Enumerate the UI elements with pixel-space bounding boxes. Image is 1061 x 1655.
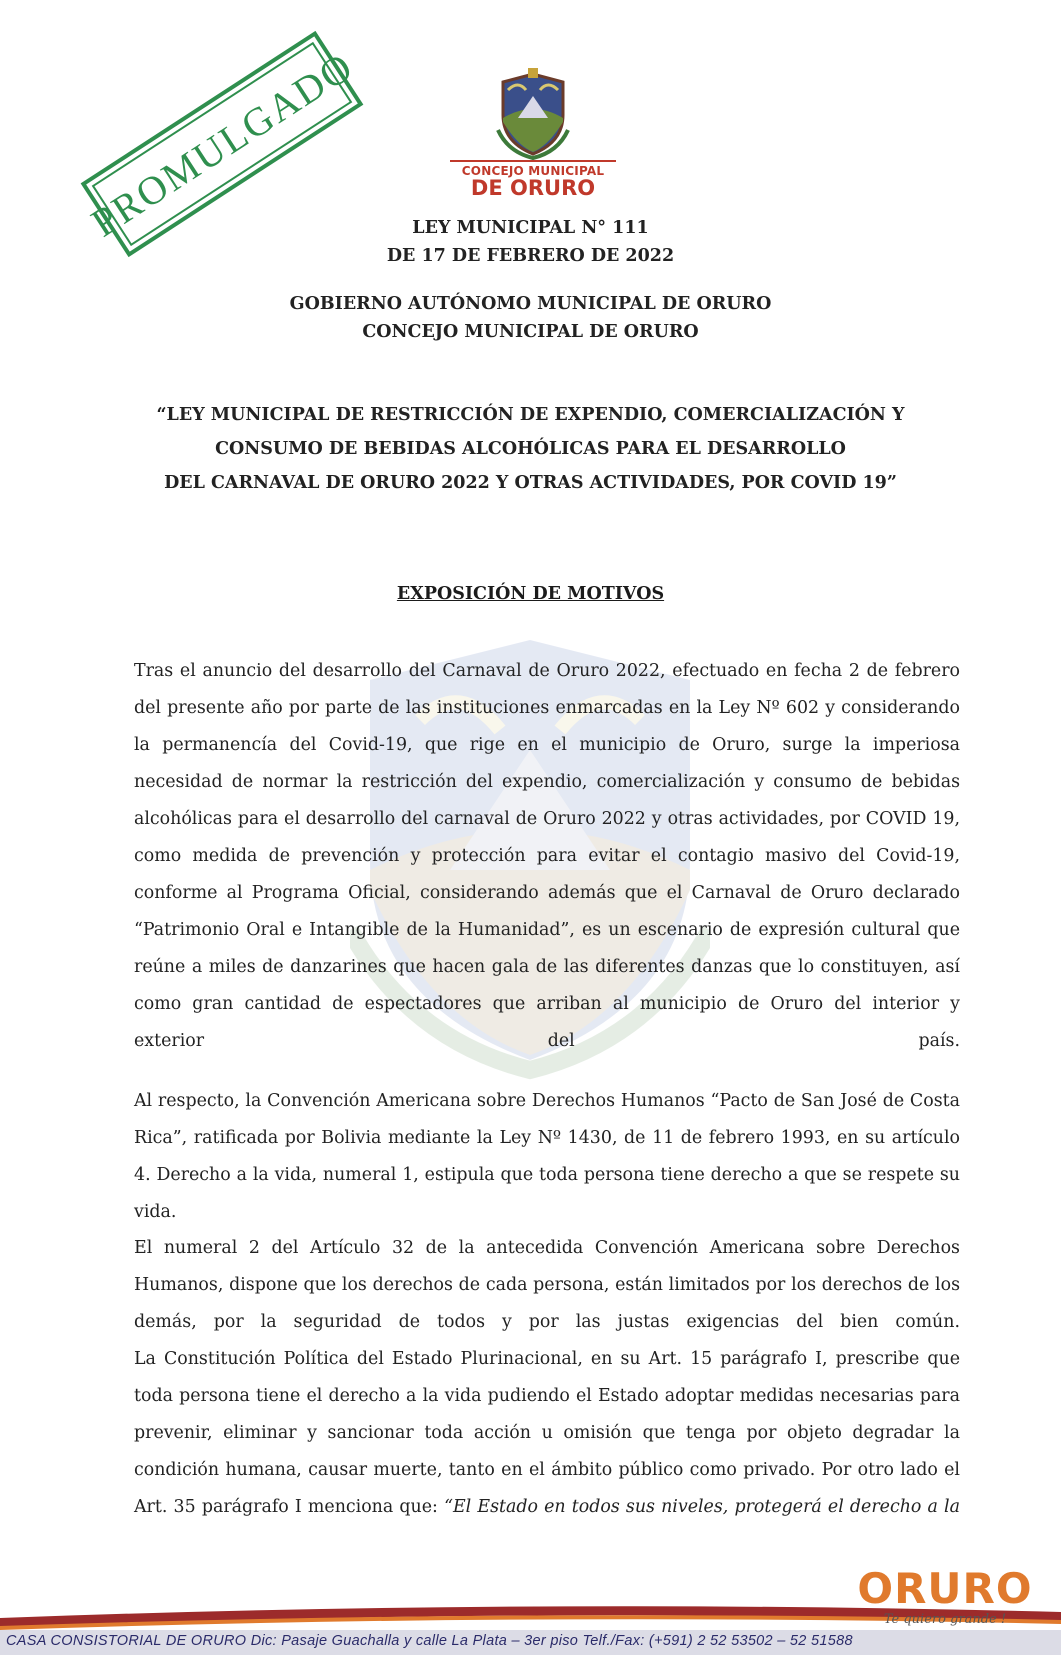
- paragraph-2: Al respecto, la Convención Americana sobre Derechos Humanos “Pacto de San José de Costa Rica”, ratificada por Bolivia mediante la Ley Nº 1430, de 11 de febrero 1993, en su artículo 4. Derecho a la vida, numeral 1, estipula que toda persona tiene derecho a que se respete su vida.: [134, 1091, 960, 1222]
- law-title-line-1: “LEY MUNICIPAL DE RESTRICCIÓN DE EXPENDIO, COMERCIALIZACIÓN Y: [156, 405, 905, 425]
- law-title-line-2: CONSUMO DE BEBIDAS ALCOHÓLICAS PARA EL DESARROLLO: [215, 439, 846, 459]
- law-date: DE 17 DE FEBRERO DE 2022: [386, 246, 675, 266]
- oruro-brand-logo: ORURO: [857, 1564, 1033, 1613]
- paragraph-3: El numeral 2 del Artículo 32 de la antecedida Convención Americana sobre Derechos Humanos, dispone que los derechos de cada persona, están limitados por los derechos de los demás, por la seguridad de todos y por las justas exigencias del bien común.: [134, 1238, 960, 1332]
- footer-address: CASA CONSISTORIAL DE ORURO Dic: Pasaje Guachalla y calle La Plata – 3er piso Telf./Fax: (+591) 2 52 53502 – 52 51588: [6, 1633, 853, 1649]
- law-number: LEY MUNICIPAL N° 111: [412, 218, 649, 238]
- law-title-line-3: DEL CARNAVAL DE ORURO 2022 Y OTRAS ACTIVIDADES, POR COVID 19”: [164, 473, 897, 493]
- law-title: [0, 398, 1061, 500]
- government-heading: [0, 290, 1061, 346]
- council-logo-line1: CONCEJO MUNICIPAL: [450, 160, 616, 177]
- oruro-brand-tagline: Te quiero grande !: [883, 1612, 1007, 1627]
- constitution-quote: “El Estado en todos sus niveles, protegerá el derecho a la: [444, 1497, 960, 1517]
- government-line-2: CONCEJO MUNICIPAL DE ORURO: [362, 322, 699, 342]
- council-logo-line2: DE ORURO: [470, 176, 596, 200]
- law-heading: [0, 214, 1061, 270]
- oruro-crest-icon: [488, 60, 578, 160]
- government-line-1: GOBIERNO AUTÓNOMO MUNICIPAL DE ORURO: [289, 294, 772, 314]
- paragraph-1: Tras el anuncio del desarrollo del Carnaval de Oruro 2022, efectuado en fecha 2 de febrero del presente año por parte de las instituciones enmarcadas en la Ley Nº 602 y considerando la permanencía del Covid-19, que rige en el municipio de Oruro, surge la imperiosa necesidad de normar la restricción del expendio, comercialización y consumo de bebidas alcohólicas para el desarrollo del carnaval de Oruro 2022 y otras actividades, por COVID 19, como medida de prevención y protección para evitar el contagio masivo del Covid-19, conforme al Programa Oficial, considerando además que el Carnaval de Oruro declarado “Patrimonio Oral e Intangible de la Humanidad”, es un escenario de expresión cultural que reúne a miles de danzarines que hacen gala de las diferentes danzas que lo constituyen, así como gran cantidad de espectadores que arriban al municipio de Oruro del interior y exterior del país.: [134, 661, 960, 1051]
- promulgado-stamp: PROMULGADO: [81, 31, 364, 257]
- paragraph-4: La Constitución Política del Estado Plurinacional, en su Art. 15 parágrafo I, prescribe que toda persona tiene el derecho a la vida pudiendo el Estado adoptar medidas necesarias para prevenir, eliminar y sancionar toda acción u omisión que tenga por objeto degradar la condición humana, causar muerte, tanto en el ámbito público como privado. Por otro lado el Art. 35 parágrafo I menciona que: “El Estado en todos sus niveles, protegerá el derecho a la: [134, 1349, 960, 1517]
- section-title: EXPOSICIÓN DE MOTIVOS: [396, 584, 665, 604]
- council-logo: [450, 160, 616, 199]
